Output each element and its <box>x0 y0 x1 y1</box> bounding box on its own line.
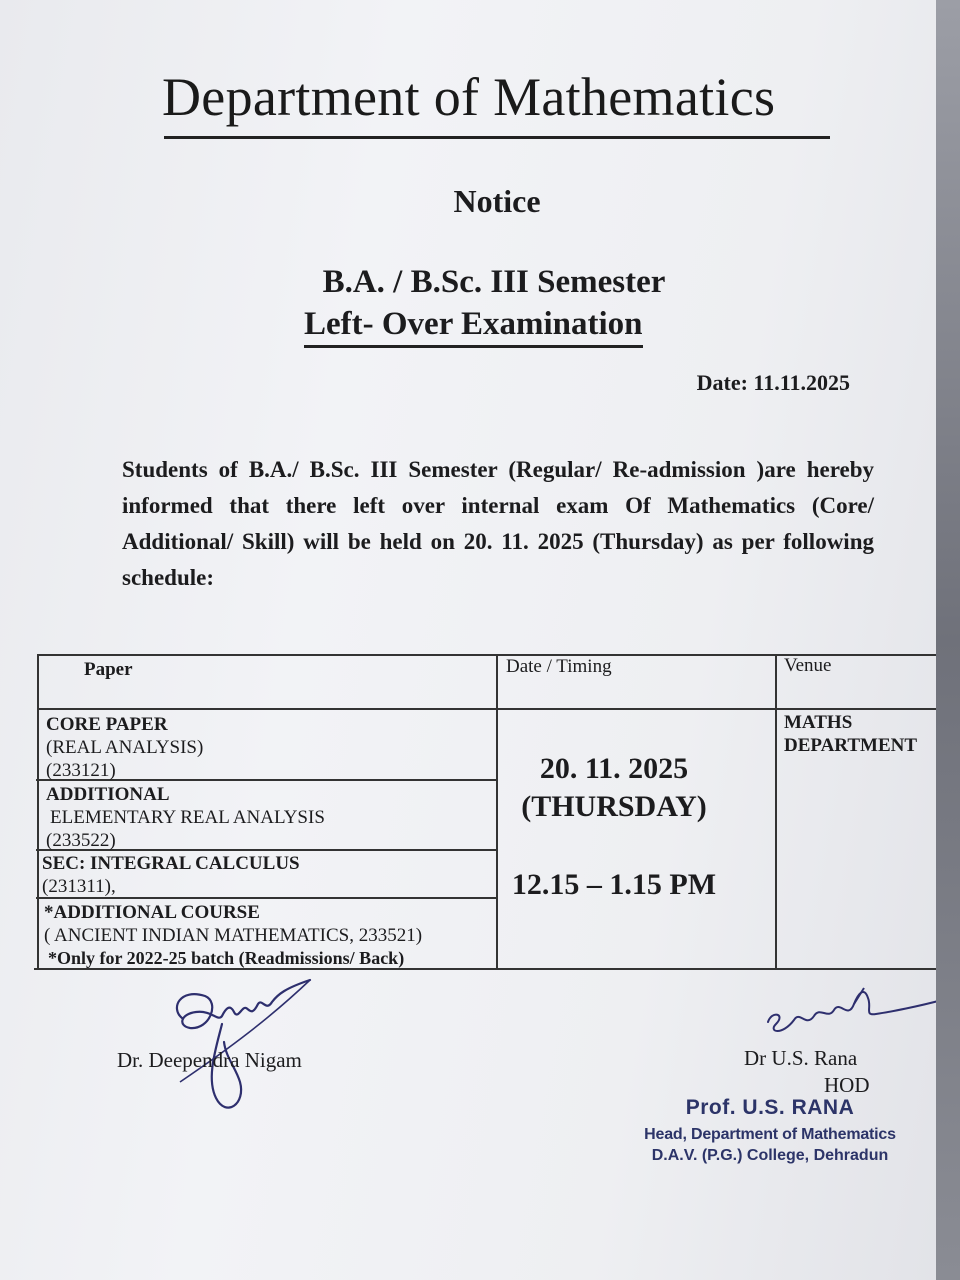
signatory-right-name: Dr U.S. Rana <box>744 1046 858 1070</box>
exam-title: Left- Over Examination <box>304 306 643 348</box>
header-paper: Paper <box>84 659 133 680</box>
notice-heading: Notice <box>453 183 541 219</box>
stamp-line: Head, Department of Mathematics <box>644 1126 896 1143</box>
notice-date: Date: 11.11.2025 <box>696 370 850 395</box>
stamp-line: D.A.V. (P.G.) College, Dehradun <box>651 1147 889 1164</box>
paper-subject: (REAL ANALYSIS) <box>46 737 204 758</box>
paper-title: SEC: INTEGRAL CALCULUS <box>42 853 300 874</box>
venue-line: MATHS <box>784 712 853 733</box>
signature-right <box>760 980 950 1050</box>
paper-code: (233522) <box>46 830 116 851</box>
paper-row <box>42 852 300 898</box>
table-border-left <box>37 654 39 970</box>
paper-code: (231311), <box>42 876 116 897</box>
paper-note: *Only for 2022-25 batch (Readmissions/ Back) <box>48 948 405 968</box>
paper-title: ADDITIONAL <box>46 784 170 805</box>
background-edge <box>936 0 960 1280</box>
paper-row <box>46 713 203 782</box>
paper-title: CORE PAPER <box>46 714 168 735</box>
hod-stamp <box>620 1096 920 1165</box>
paper-row <box>44 901 422 970</box>
paper-subject: ELEMENTARY REAL ANALYSIS <box>50 807 325 828</box>
table-header-divider <box>38 708 950 710</box>
exam-time: 12.15 – 1.15 PM <box>511 868 717 901</box>
exam-day: (THURSDAY) <box>521 790 707 823</box>
signatory-left-name: Dr. Deependra Nigam <box>117 1048 302 1072</box>
paper-title: *ADDITIONAL COURSE <box>44 902 260 923</box>
paper-code: (233121) <box>46 760 116 781</box>
department-title: Department of Mathematics <box>162 67 776 127</box>
venue-line: DEPARTMENT <box>784 735 918 756</box>
title-underline <box>164 136 830 139</box>
signatory-right-title: HOD <box>824 1073 870 1097</box>
stamp-line: Prof. U.S. RANA <box>685 1096 855 1119</box>
header-venue: Venue <box>784 655 832 676</box>
notice-body: Students of B.A./ B.Sc. III Semester (Regular/ Re-admission )are hereby informed that there left over internal exam Of Mathematics (Core/ Additional/ Skill) will be held on 20. 11. 2025 (Thursday) as per following schedule: <box>122 457 874 590</box>
paper-subject: ( ANCIENT INDIAN MATHEMATICS, 233521) <box>44 925 423 946</box>
schedule-table <box>34 654 950 970</box>
header-date-timing: Date / Timing <box>506 656 612 677</box>
column-divider <box>775 654 777 970</box>
semester-heading: B.A. / B.Sc. III Semester <box>322 264 666 300</box>
paper-row <box>46 783 325 852</box>
exam-date: 20. 11. 2025 <box>539 752 689 785</box>
venue-text <box>784 711 917 757</box>
